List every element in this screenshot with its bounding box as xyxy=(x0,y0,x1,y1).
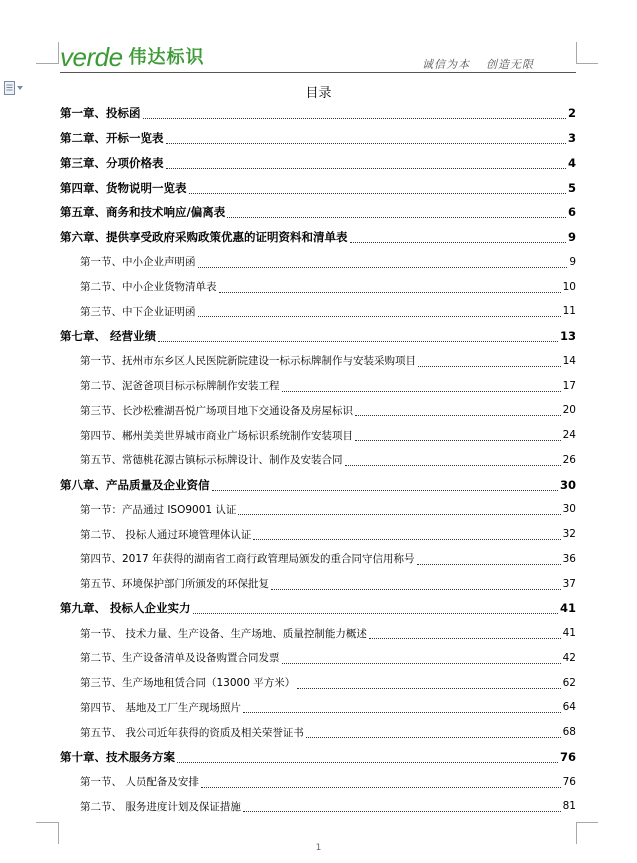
header-divider xyxy=(60,72,576,73)
toc-entry[interactable] xyxy=(60,373,576,398)
toc-entry-label: 第三节、生产场地租赁合同（13000 平方米） xyxy=(80,677,296,690)
dot-leader xyxy=(253,528,560,540)
toc-entry-page: 30 xyxy=(559,477,576,492)
toc-entry[interactable] xyxy=(60,175,576,200)
toc-entry-page: 20 xyxy=(562,404,576,417)
toc-entry-label: 第二节、泥爸爸项目标示标牌制作安装工程 xyxy=(80,380,280,393)
toc-entry-page: 37 xyxy=(562,577,576,590)
toc-entry[interactable] xyxy=(60,274,576,299)
dot-leader xyxy=(282,380,561,392)
toc-entry[interactable] xyxy=(60,720,576,745)
toc-entry[interactable] xyxy=(60,448,576,473)
toc-entry-label: 第五节、 我公司近年获得的资质及相关荣誉证书 xyxy=(80,726,304,739)
toc-entry[interactable] xyxy=(60,101,576,126)
dot-leader xyxy=(143,107,566,119)
toc-entry-page: 9 xyxy=(567,230,576,245)
toc-entry[interactable] xyxy=(60,769,576,794)
toc-entry-label: 第一节、 人员配备及安排 xyxy=(80,776,199,789)
dot-leader xyxy=(189,182,566,194)
toc-entry-page: 4 xyxy=(567,155,576,170)
crop-mark-top-left-h xyxy=(36,63,58,64)
toc-entry-page: 6 xyxy=(567,205,576,220)
footer-page-number: 1 xyxy=(315,843,322,853)
dot-leader xyxy=(219,281,561,293)
dot-leader xyxy=(355,429,561,441)
toc-entry[interactable] xyxy=(60,398,576,423)
dot-leader xyxy=(158,330,558,342)
toc-entry[interactable] xyxy=(60,349,576,374)
toc-entry-label: 第五节、环境保护部门所颁发的环保批复 xyxy=(80,578,269,591)
table-of-contents xyxy=(60,101,576,819)
dot-leader xyxy=(193,602,558,614)
toc-entry-label: 第三章、分项价格表 xyxy=(60,155,164,170)
toc-entry-page: 11 xyxy=(562,305,576,318)
dot-leader xyxy=(243,701,561,713)
dot-leader xyxy=(271,578,561,590)
dot-leader xyxy=(369,627,561,639)
toc-entry-page: 81 xyxy=(562,800,576,813)
toc-entry-label: 第二节、 服务进度计划及保证措施 xyxy=(80,800,241,813)
toc-entry-page: 32 xyxy=(562,528,576,541)
dot-leader xyxy=(198,256,568,268)
toc-entry-page: 68 xyxy=(562,726,576,739)
dot-leader xyxy=(282,652,561,664)
toc-entry-label: 第三节、中下企业证明函 xyxy=(80,305,196,318)
dot-leader xyxy=(166,157,566,169)
dot-leader xyxy=(238,503,560,515)
header-slogan xyxy=(422,56,534,72)
toc-entry-page: 36 xyxy=(562,552,576,565)
toc-entry[interactable] xyxy=(60,225,576,250)
toc-entry[interactable] xyxy=(60,522,576,547)
dot-leader xyxy=(177,751,558,763)
toc-entry-page: 41 xyxy=(559,601,576,616)
toc-entry-label: 第一节、 技术力量、生产设备、生产场地、质量控制能力概述 xyxy=(80,627,367,640)
crop-mark-bottom-left-v xyxy=(58,822,59,844)
toc-entry-page: 30 xyxy=(562,503,576,516)
crop-mark-top-left-v xyxy=(58,42,59,64)
toc-entry-label: 第二节、中小企业货物清单表 xyxy=(80,281,217,294)
toc-entry-page: 2 xyxy=(567,106,576,121)
toc-entry-page: 17 xyxy=(562,379,576,392)
toc-entry-page: 3 xyxy=(567,131,576,146)
toc-entry[interactable] xyxy=(60,596,576,621)
toc-entry-label: 第九章、 投标人企业实力 xyxy=(60,601,191,616)
toc-entry[interactable] xyxy=(60,299,576,324)
toc-entry[interactable] xyxy=(60,423,576,448)
toc-entry[interactable] xyxy=(60,695,576,720)
slogan-right: 创造无限 xyxy=(486,58,534,71)
toc-entry-page: 13 xyxy=(559,329,576,344)
dot-leader xyxy=(243,800,561,812)
toc-entry-page: 10 xyxy=(562,280,576,293)
toc-entry-page: 62 xyxy=(562,676,576,689)
toc-entry[interactable] xyxy=(60,324,576,349)
dot-leader xyxy=(297,677,560,689)
dot-leader xyxy=(201,776,561,788)
toc-entry-label: 第四章、货物说明一览表 xyxy=(60,180,187,195)
toc-entry-label: 第一节、中小企业声明函 xyxy=(80,256,196,269)
toc-entry-label: 第二章、开标一览表 xyxy=(60,131,164,146)
toc-entry-page: 5 xyxy=(567,180,576,195)
toc-entry-label: 第四节、 基地及工厂生产现场照片 xyxy=(80,701,241,714)
logo-brand-text: verde xyxy=(60,42,123,72)
toc-entry[interactable] xyxy=(60,621,576,646)
toc-entry[interactable] xyxy=(60,200,576,225)
dot-leader xyxy=(345,454,561,466)
toc-entry-label: 第一节：产品通过 ISO9001 认证 xyxy=(80,503,237,516)
toc-entry[interactable] xyxy=(60,151,576,176)
dot-leader xyxy=(417,553,561,565)
toc-entry[interactable] xyxy=(60,794,576,819)
toc-entry-page: 9 xyxy=(569,255,576,268)
dot-leader xyxy=(355,404,561,416)
toc-entry[interactable] xyxy=(60,571,576,596)
toc-entry-label: 第四节、郴州美美世界城市商业广场标识系统制作安装项目 xyxy=(80,429,353,442)
toc-entry-label: 第四节、2017 年获得的湖南省工商行政管理局颁发的重合同守信用称号 xyxy=(80,553,415,566)
crop-mark-top-right-v xyxy=(576,42,577,64)
toc-entry[interactable] xyxy=(60,250,576,275)
toc-entry-page: 24 xyxy=(562,429,576,442)
toc-entry-label: 第二节、生产设备清单及设备购置合同发票 xyxy=(80,652,280,665)
toc-entry-label: 第七章、 经营业绩 xyxy=(60,329,157,344)
toc-entry-label: 第五节、常德桃花源古镇标示标牌设计、制作及安装合同 xyxy=(80,454,343,467)
toc-entry-label: 第十章、技术服务方案 xyxy=(60,749,175,764)
toc-entry-page: 64 xyxy=(562,701,576,714)
crop-mark-bottom-right-h xyxy=(576,822,598,823)
toc-entry[interactable] xyxy=(60,497,576,522)
toc-entry-page: 26 xyxy=(562,453,576,466)
toc-entry-page: 42 xyxy=(562,651,576,664)
dot-leader xyxy=(198,305,561,317)
toc-entry-label: 第一节、抚州市东乡区人民医院新院建设一标示标牌制作与安装采购项目 xyxy=(80,355,416,368)
dot-leader xyxy=(166,132,566,144)
slogan-left: 诚信为本 xyxy=(422,58,470,71)
toc-entry-label: 第三节、长沙松雅湖吾悦广场项目地下交通设备及房屋标识 xyxy=(80,404,353,417)
crop-mark-top-right-h xyxy=(576,63,598,64)
toc-entry[interactable] xyxy=(60,126,576,151)
toc-entry-label: 第二节、 投标人通过环境管理体认证 xyxy=(80,528,252,541)
toc-entry-page: 41 xyxy=(562,627,576,640)
company-logo xyxy=(60,44,205,70)
toc-entry-label: 第五章、商务和技术响应/偏离表 xyxy=(60,205,226,220)
toc-entry-page: 76 xyxy=(559,749,576,764)
logo-chinese-text: 伟达标识 xyxy=(128,47,205,68)
toc-entry-label: 第一章、投标函 xyxy=(60,106,141,121)
toc-entry[interactable] xyxy=(60,472,576,497)
toc-entry[interactable] xyxy=(60,670,576,695)
toc-title: 目录 xyxy=(305,86,332,101)
dot-leader xyxy=(212,479,558,491)
toc-entry-page: 14 xyxy=(562,354,576,367)
dot-leader xyxy=(227,206,566,218)
toc-entry-label: 第八章、产品质量及企业资信 xyxy=(60,477,210,492)
toc-entry[interactable] xyxy=(60,745,576,770)
dot-leader xyxy=(350,231,566,243)
crop-mark-bottom-right-v xyxy=(576,822,577,844)
dot-leader xyxy=(418,355,561,367)
toc-entry-label: 第六章、提供享受政府采购政策优惠的证明资料和清单表 xyxy=(60,230,348,245)
crop-mark-bottom-left-h xyxy=(36,822,58,823)
toc-entry[interactable] xyxy=(60,547,576,572)
dot-leader xyxy=(306,726,561,738)
toc-entry[interactable] xyxy=(60,646,576,671)
toc-entry-page: 76 xyxy=(562,775,576,788)
